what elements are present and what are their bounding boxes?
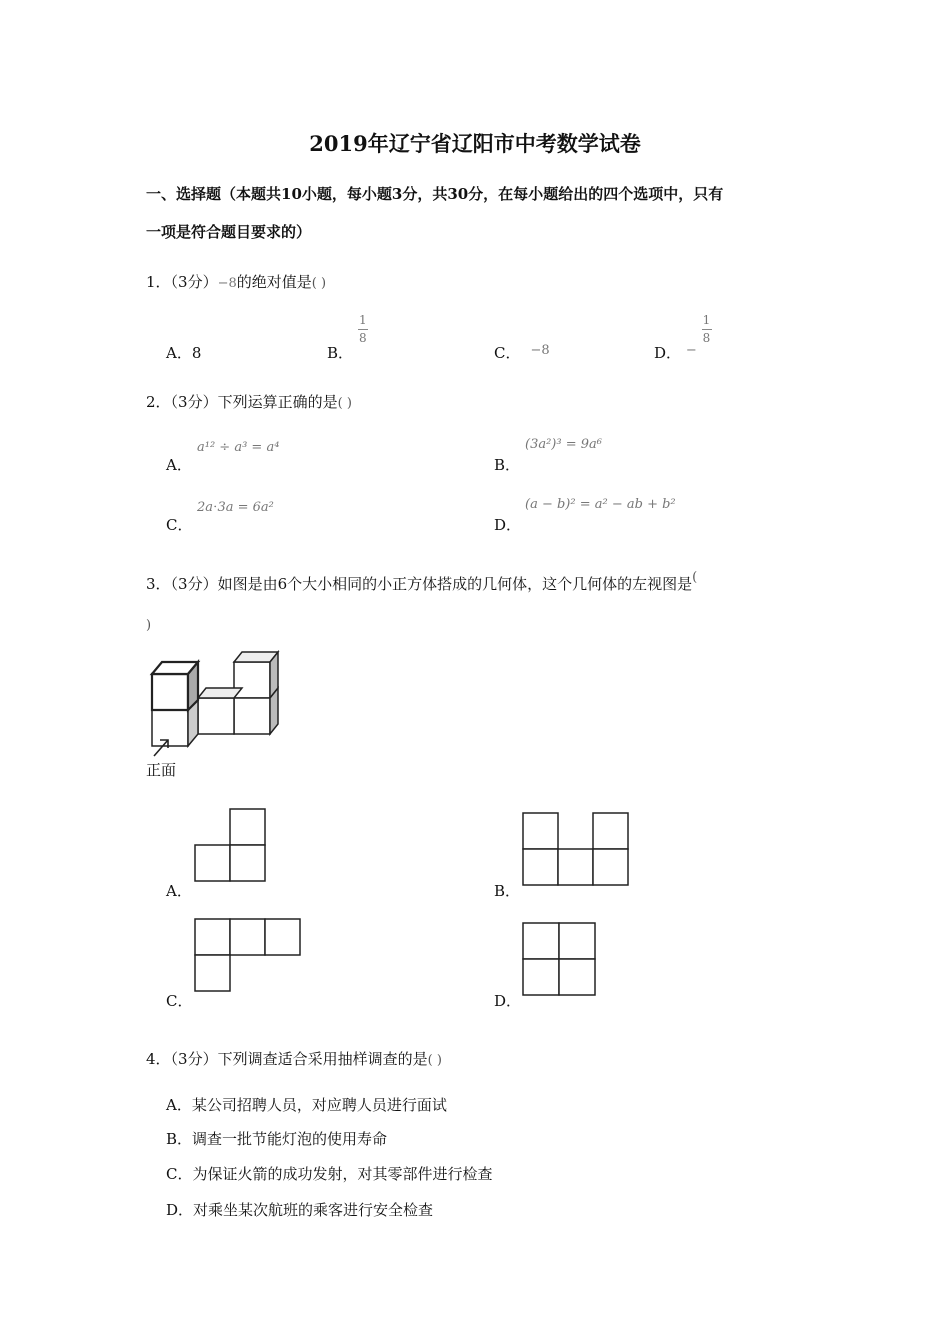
question-number: 2．（3分） <box>146 393 218 411</box>
q1-option-a[interactable] <box>166 342 201 363</box>
question-4 <box>146 1048 442 1069</box>
fraction-denominator: 8 <box>702 331 711 345</box>
fraction <box>358 314 368 345</box>
answer-paren: ( ) <box>311 276 327 291</box>
fraction-numerator: 1 <box>702 313 711 327</box>
question-1 <box>146 271 326 292</box>
option-label: C． <box>166 992 193 1010</box>
cube-bm-top <box>198 688 242 698</box>
cube-tl-front <box>152 674 188 710</box>
cube-bm-front <box>198 698 234 734</box>
option-value: −8 <box>530 343 550 358</box>
q1-option-b[interactable] <box>327 314 368 363</box>
option-label: A． <box>166 456 192 474</box>
question-number: 4．（3分） <box>146 1050 218 1068</box>
question-text: 下列运算正确的是 <box>217 393 338 411</box>
section-header-line1: 一、选择题（本题共10小题，每小题3分，共30分，在每小题给出的四个选项中，只有 <box>146 185 724 203</box>
cube-br-front <box>234 698 270 734</box>
q1-option-d[interactable] <box>654 314 712 363</box>
q2-option-b[interactable] <box>494 454 520 475</box>
q2-option-c-expr: 2a⋅3a = 6a² <box>197 500 274 515</box>
q4-option-b[interactable]: B．调查一批节能灯泡的使用寿命 <box>166 1130 388 1148</box>
fraction-sign: − <box>685 343 697 358</box>
option-label: D． <box>494 516 522 534</box>
q2-option-d[interactable] <box>494 514 521 535</box>
q3-option-c-figure <box>194 918 302 992</box>
q3-option-a-figure <box>194 808 266 882</box>
option-value: 8 <box>191 344 202 362</box>
q3-option-a[interactable] <box>166 880 192 901</box>
option-label: C． <box>494 344 521 362</box>
cube-top-right-front <box>234 662 270 698</box>
q1-option-c[interactable] <box>494 342 550 363</box>
question-text: 如图是由6个大小相同的小正方体搭成的几何体，这个几何体的左视图是 <box>217 575 693 593</box>
fraction <box>702 314 712 345</box>
question-number: 1．（3分） <box>146 273 218 291</box>
q2-option-d-expr: (a − b)² = a² − ab + b² <box>525 497 676 512</box>
option-label: D． <box>654 344 682 362</box>
q3-option-c[interactable] <box>166 990 192 1011</box>
option-label: A． <box>166 882 192 900</box>
front-label: 正面 <box>146 762 177 779</box>
cube-bl-front <box>152 710 188 746</box>
q4-option-d[interactable]: D．对乘坐某次航班的乘客进行安全检查 <box>166 1201 434 1219</box>
q4-option-c[interactable]: C．为保证火箭的成功发射，对其零部件进行检查 <box>166 1165 493 1183</box>
solid-figure <box>146 648 286 780</box>
q4-option-a[interactable]: A．某公司招聘人员，对应聘人员进行面试 <box>166 1096 447 1114</box>
fraction-denominator: 8 <box>358 331 367 345</box>
math-expression: −8 <box>217 276 237 291</box>
question-2 <box>146 391 352 412</box>
question-text: 下列调查适合采用抽样调查的是 <box>217 1050 428 1068</box>
q3-option-d[interactable] <box>494 990 521 1011</box>
answer-paren-close: ) <box>146 618 152 633</box>
option-label: B． <box>327 344 354 362</box>
q3-option-d-figure <box>522 922 596 996</box>
fraction-numerator: 1 <box>358 313 367 327</box>
option-label: A． <box>166 344 192 362</box>
question-3: 3．（3分）如图是由6个大小相同的小正方体搭成的几何体，这个几何体的左视图是( <box>146 570 698 593</box>
q2-option-a[interactable] <box>166 454 192 475</box>
option-label: B． <box>494 456 521 474</box>
option-label: B． <box>494 882 521 900</box>
section-header-line2: 一项是符合题目要求的） <box>146 223 312 241</box>
answer-paren: ( ) <box>337 396 352 411</box>
q2-option-b-expr: (3a²)³ = 9a⁶ <box>525 437 602 452</box>
option-label: C． <box>166 516 193 534</box>
question-number: 3．（3分） <box>146 575 218 593</box>
question-text: 的绝对值是 <box>236 273 312 291</box>
page-title: 2019年辽宁省辽阳市中考数学试卷 <box>309 131 641 156</box>
q2-option-c[interactable] <box>166 514 192 535</box>
option-label: D． <box>494 992 522 1010</box>
q2-option-a-expr: a¹² ÷ a³ = a⁴ <box>197 440 280 455</box>
q3-option-b-figure <box>522 812 630 886</box>
answer-paren: ( ) <box>427 1053 442 1068</box>
q3-option-b[interactable] <box>494 880 520 901</box>
